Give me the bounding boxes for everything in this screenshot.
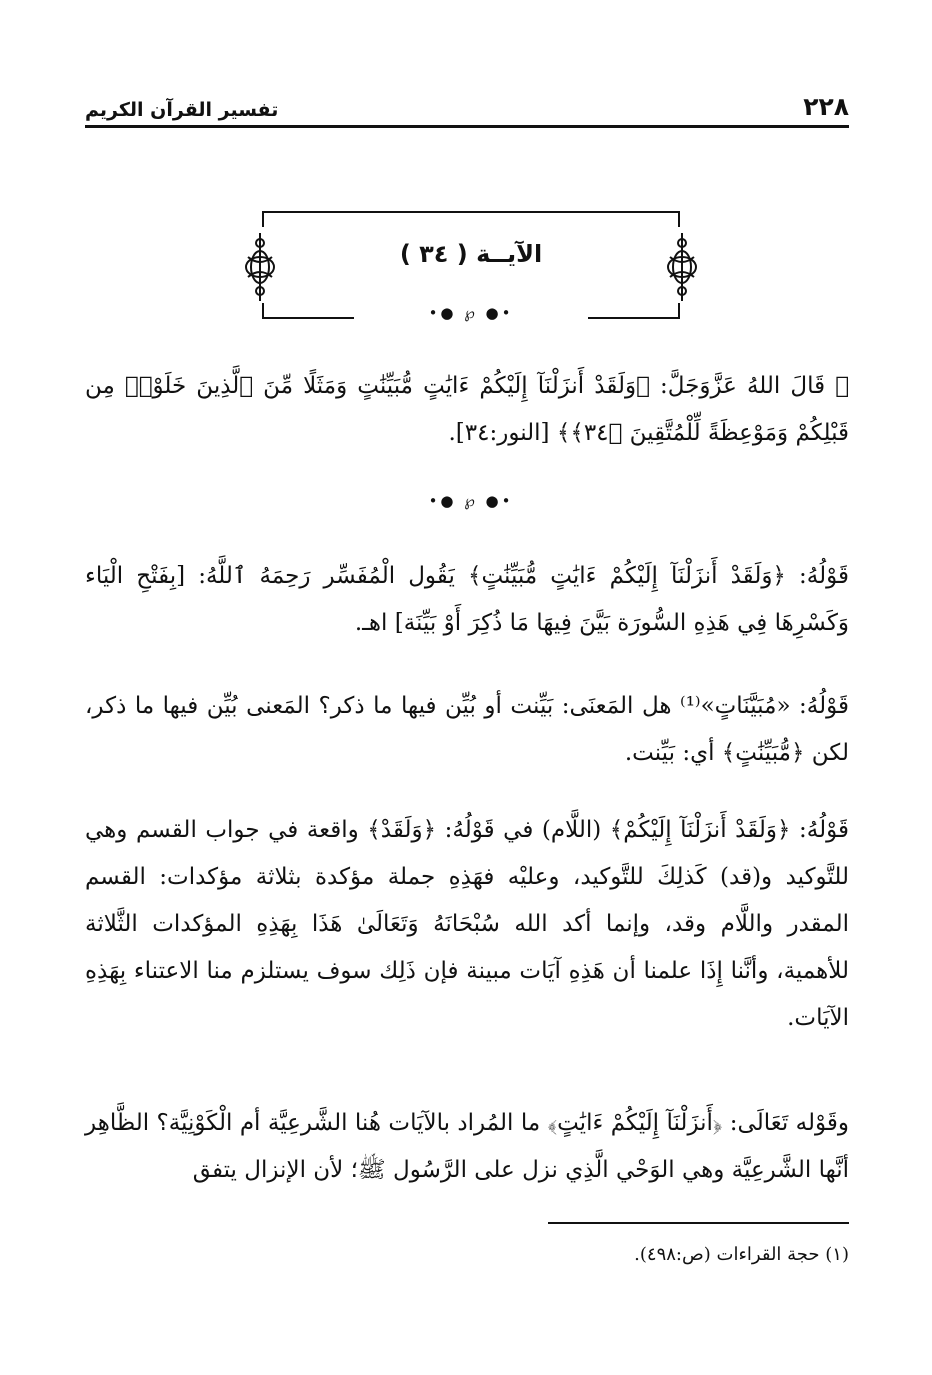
verse-paragraph: ۞ قَالَ اللهُ عَزَّوَجَلَّ: ﴿وَلَقَدْ أَنزَلْنَآ إِلَيْكُمْ ءَايَٰتٍ مُّبَيِّنَٰتٍ وَمَثَلًا مِّنَ ٱلَّذِينَ خَلَوْا۟ مِن قَبْلِكُمْ وَمَوْعِظَةً لِّلْمُتَّقِينَ ﴿٣٤﴾﴾ [النور:٣٤].: [85, 373, 849, 446]
commentary-paragraph: قَوْلُهُ: «مُبَيَّنَاتٍ»⁽¹⁾ هل المَعنَى: بَيِّنت أو بُيِّن فيها ما ذكر؟ المَعنى بُيِّن فيها ما ذكر، لكن ﴿مُّبَيِّنَٰتٍ﴾ أي: بَيِّنت.: [85, 693, 849, 766]
page-header: [85, 92, 849, 128]
footnote: (١) حجة القراءات (ص:٤٩٨).: [634, 1244, 849, 1265]
ornament-divider: •● ℘ ●•: [428, 304, 514, 322]
footnote-rule: [548, 1222, 849, 1224]
commentary-paragraph: قَوْلُهُ: ﴿وَلَقَدْ أَنزَلْنَآ إِلَيْكُمْ ءَايَٰتٍ مُّبَيِّنَٰتٍ﴾ يَقُول الْمُفَسِّر رَحِمَهُ ٱللَّهُ: [بِفَتْحِ الْيَاء وَكَسْرِهَا فِي هَذِهِ السُّورَة بَيَّنَ فِيهَا مَا ذُكِرَ أَوْ بَيِّنَة] اهـ.: [85, 563, 849, 636]
commentary-paragraph: قَوْلُهُ: ﴿وَلَقَدْ أَنزَلْنَآ إِلَيْكُمْ﴾ (اللَّام) في قَوْلُهُ: ﴿وَلَقَدْ﴾ واقعة في جواب القسم وهي للتَّوكيد و(قد) كَذلِكَ للتَّوكيد، وعليْه فهَذِهِ جملة مؤكدة بثلاثة مؤكدات: القسم المقدر واللَّام وقد، وإنما أكد الله سُبْحَانَهُ وَتَعَالَىٰ هَذَا بِهَذِهِ المؤكدات الثَّلاثة للأهمية، وأنَّنا إِذَا علمنا أن هَذِهِ آيَات مبينة فإن ذَلِك سوف يستلزم منا الاعتناء بِهَذِهِ الآيَات.: [85, 817, 849, 1031]
ornament-divider: •● ℘ ●•: [428, 492, 514, 510]
page-number: ٢٢٨: [803, 92, 849, 121]
running-title: تفسير القرآن الكريم: [85, 99, 279, 121]
verse-heading: الآيــة ( ٣٤ ): [399, 240, 543, 268]
commentary-paragraph: وقَوْله تَعَالَى: ﴿أَنزَلْنَآ إِلَيْكُمْ ءَايَٰتٍ﴾ ما المُراد بالآيَات هُنا الشَّرعِيَّة أم الْكَوْنِيَّة؟ الظَّاهِر أنَّها الشَّرعِيَّة وهي الوَحْي الَّذِي نزل على الرَّسُول ﷺ؛ لأن الإنزال يتفق: [85, 1110, 849, 1183]
